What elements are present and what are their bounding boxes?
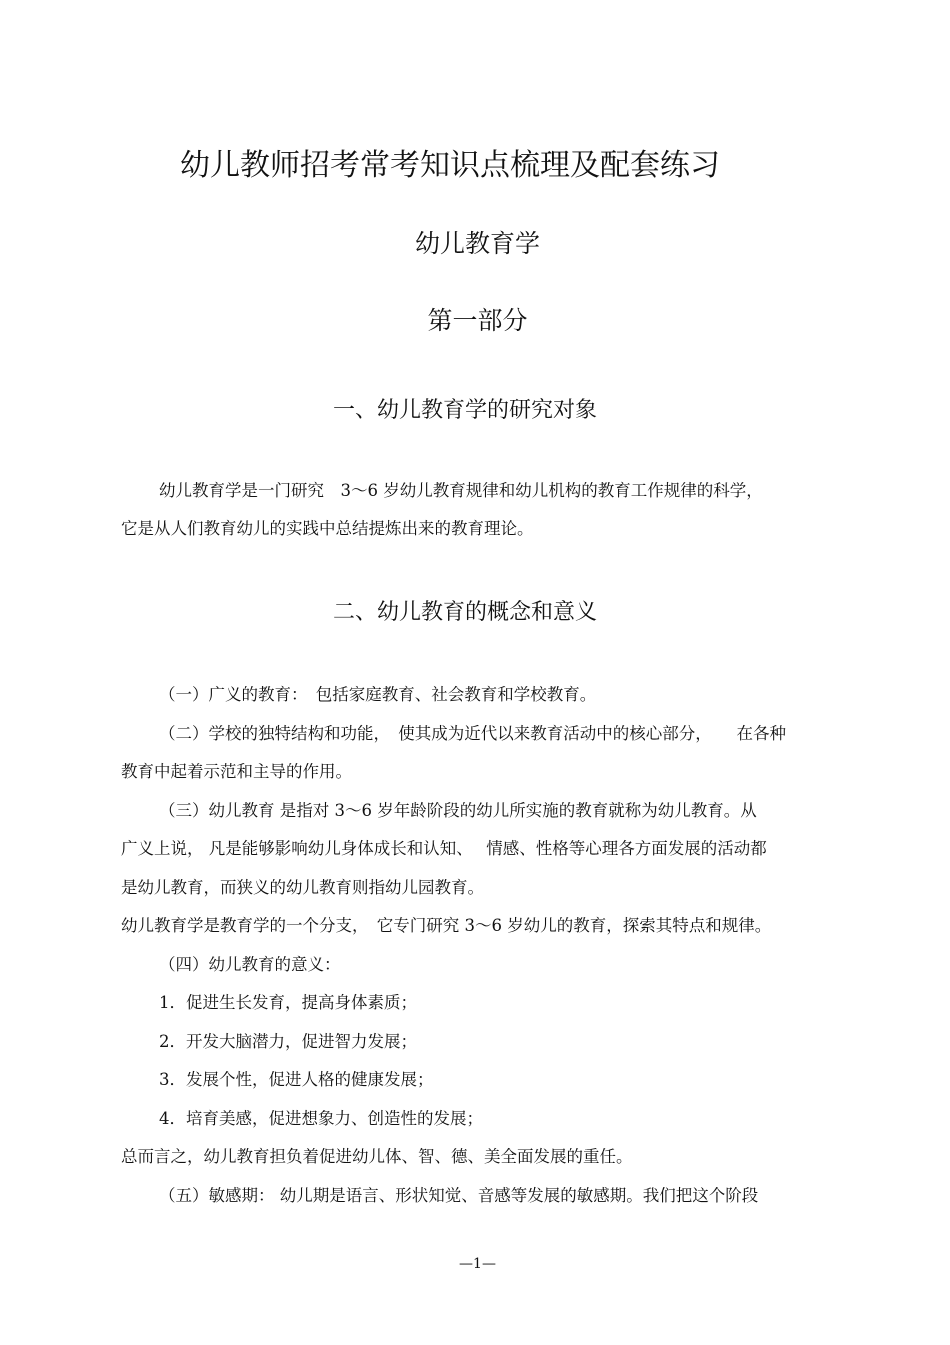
item3-line1: （三）幼儿教育 是指对 3～6 岁年龄阶段的幼儿所实施的教育就称为幼儿教育。从 [159, 801, 757, 820]
page-number: —1— [459, 1256, 496, 1272]
section1-paragraph-line1: 幼儿教育学是一门研究 3～6 岁幼儿教育规律和幼儿机构的教育工作规律的科学， [159, 481, 763, 500]
part-title: 第一部分 [427, 306, 528, 335]
subject-title: 幼儿教育学 [414, 229, 540, 258]
document-title: 幼儿教师招考常考知识点梳理及配套练习 [180, 148, 720, 183]
significance-item-3: 3．发展个性，促进人格的健康发展； [159, 1070, 434, 1089]
section2-heading: 二、幼儿教育的概念和意义 [332, 600, 597, 625]
item3-line4: 幼儿教育学是教育学的一个分支， 它专门研究 3～6 岁幼儿的教育，探索其特点和规律。 [121, 916, 772, 935]
item3-line2: 广义上说， 凡是能够影响幼儿身体成长和认知、 情感、性格等心理各方面发展的活动都 [121, 839, 767, 858]
section1-heading: 一、幼儿教育学的研究对象 [332, 398, 597, 423]
item3-line3: 是幼儿教育，而狭义的幼儿教育则指幼儿园教育。 [121, 878, 484, 897]
summary-text: 总而言之，幼儿教育担负着促进幼儿体、智、德、美全面发展的重任。 [121, 1147, 633, 1166]
item2-line1: （二）学校的独特结构和功能， 使其成为近代以来教育活动中的核心部分， 在各种 [159, 724, 786, 743]
significance-item-1: 1．促进生长发育，提高身体素质； [159, 993, 417, 1012]
significance-item-4: 4．培育美感，促进想象力、创造性的发展； [159, 1109, 483, 1128]
item2-line2: 教育中起着示范和主导的作用。 [121, 762, 352, 781]
significance-item-2: 2．开发大脑潜力，促进智力发展； [159, 1032, 417, 1051]
section1-paragraph-line2: 它是从人们教育幼儿的实践中总结提炼出来的教育理论。 [121, 519, 534, 538]
item5-line1: （五）敏感期： 幼儿期是语言、形状知觉、音感等发展的敏感期。我们把这个阶段 [159, 1186, 759, 1205]
item1-text: （一）广义的教育： 包括家庭教育、社会教育和学校教育。 [159, 685, 597, 704]
item4-heading: （四）幼儿教育的意义： [159, 955, 341, 974]
